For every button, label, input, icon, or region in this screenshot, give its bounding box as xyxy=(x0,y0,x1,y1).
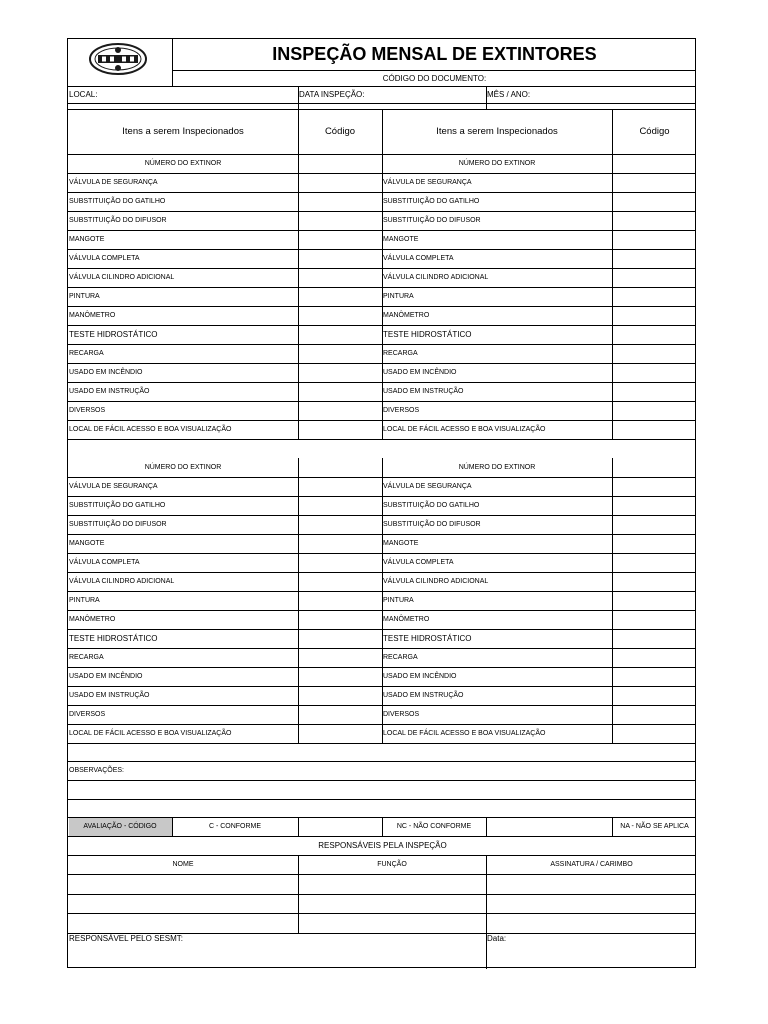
item-label-left: DIVERSOS xyxy=(69,711,106,718)
item-code-input-right[interactable] xyxy=(612,211,697,230)
local-field[interactable]: LOCAL: xyxy=(69,90,98,99)
item-code-input-left[interactable] xyxy=(298,496,382,515)
item-label-right: MANÔMETRO xyxy=(383,312,430,319)
responsible-signature-1[interactable] xyxy=(486,874,697,894)
item-code-input-left[interactable] xyxy=(298,724,382,743)
item-code-input-left[interactable] xyxy=(298,249,382,268)
document-code-label: CÓDIGO DO DOCUMENTO: xyxy=(382,73,487,83)
item-code-input-left[interactable] xyxy=(298,534,382,553)
item-label-left: VÁLVULA CILINDRO ADICIONAL xyxy=(69,578,175,585)
observations-label: OBSERVAÇÕES: xyxy=(69,767,124,774)
item-code-input-right[interactable] xyxy=(612,192,697,211)
item-label-right: USADO EM INCÊNDIO xyxy=(383,369,457,376)
item-label-right: DIVERSOS xyxy=(383,711,420,718)
item-label-left: RECARGA xyxy=(69,654,104,661)
item-code-input-right[interactable] xyxy=(612,572,697,591)
sesmt-responsible-field[interactable]: RESPONSÁVEL PELO SESMT: xyxy=(69,934,183,943)
item-label-left: MANÔMETRO xyxy=(69,616,116,623)
item-code-input-right[interactable] xyxy=(612,648,697,667)
extinguisher-number-input-left[interactable] xyxy=(298,458,382,477)
item-label-right: MANGOTE xyxy=(383,540,419,547)
extinguisher-number-input-right[interactable] xyxy=(612,458,697,477)
item-code-input-left[interactable] xyxy=(298,268,382,287)
item-label-left: USADO EM INSTRUÇÃO xyxy=(69,388,150,395)
evaluation-code-label: AVALIAÇÃO - CÓDIGO xyxy=(83,823,157,830)
item-code-input-left[interactable] xyxy=(298,705,382,724)
item-code-input-left[interactable] xyxy=(298,591,382,610)
item-label-right: SUBSTITUIÇÃO DO DIFUSOR xyxy=(383,217,481,224)
item-code-input-left[interactable] xyxy=(298,667,382,686)
item-label-left: MANGOTE xyxy=(69,236,105,243)
code-header-left: Código xyxy=(324,126,356,137)
item-label-right: USADO EM INSTRUÇÃO xyxy=(383,388,464,395)
item-label-right: SUBSTITUIÇÃO DO GATILHO xyxy=(383,502,480,509)
item-label-right: SUBSTITUIÇÃO DO GATILHO xyxy=(383,198,480,205)
extinguisher-number-label-left: NÚMERO DO EXTINOR xyxy=(144,464,222,471)
item-code-input-left[interactable] xyxy=(298,610,382,629)
item-label-right: VÁLVULA CILINDRO ADICIONAL xyxy=(383,274,489,281)
item-label-left: DIVERSOS xyxy=(69,407,106,414)
item-label-left: SUBSTITUIÇÃO DO DIFUSOR xyxy=(69,521,167,528)
item-label-left: MANGOTE xyxy=(69,540,105,547)
item-label-left: VÁLVULA DE SEGURANÇA xyxy=(69,483,158,490)
item-label-right: DIVERSOS xyxy=(383,407,420,414)
item-code-input-right[interactable] xyxy=(612,268,697,287)
item-label-right: VÁLVULA DE SEGURANÇA xyxy=(383,483,472,490)
item-code-input-left[interactable] xyxy=(298,363,382,382)
responsible-name-2[interactable] xyxy=(68,894,298,913)
item-code-input-right[interactable] xyxy=(612,230,697,249)
item-label-right: MANGOTE xyxy=(383,236,419,243)
item-code-input-left[interactable] xyxy=(298,173,382,192)
item-code-input-right[interactable] xyxy=(612,420,697,439)
observations-line-1[interactable] xyxy=(68,780,697,799)
item-code-input-right[interactable] xyxy=(612,363,697,382)
item-label-left: USADO EM INCÊNDIO xyxy=(69,673,143,680)
items-header-right: Itens a serem Inspecionados xyxy=(436,126,558,137)
item-code-input-right[interactable] xyxy=(612,705,697,724)
item-label-left: SUBSTITUIÇÃO DO GATILHO xyxy=(69,502,166,509)
month-year-field[interactable]: MÊS / ANO: xyxy=(487,90,531,99)
legend-nao-se-aplica: NA - NÃO SE APLICA xyxy=(620,823,689,830)
page-title: INSPEÇÃO MENSAL DE EXTINTORES xyxy=(272,44,597,64)
item-code-input-left[interactable] xyxy=(298,344,382,363)
inspection-form xyxy=(67,38,696,968)
item-label-left: USADO EM INSTRUÇÃO xyxy=(69,692,150,699)
item-code-input-left[interactable] xyxy=(298,515,382,534)
item-label-right: PINTURA xyxy=(383,293,414,300)
item-code-input-left[interactable] xyxy=(298,192,382,211)
item-code-input-left[interactable] xyxy=(298,382,382,401)
responsible-function-2[interactable] xyxy=(298,894,486,913)
item-label-left: VÁLVULA DE SEGURANÇA xyxy=(69,179,158,186)
responsible-name-1[interactable] xyxy=(68,874,298,894)
item-code-input-right[interactable] xyxy=(612,515,697,534)
responsible-function-3[interactable] xyxy=(298,913,486,933)
item-label-left: PINTURA xyxy=(69,293,100,300)
item-code-input-left[interactable] xyxy=(298,572,382,591)
item-label-left: SUBSTITUIÇÃO DO GATILHO xyxy=(69,198,166,205)
legend-conforme: C - CONFORME xyxy=(208,823,262,830)
item-label-left: RECARGA xyxy=(69,350,104,357)
extinguisher-number-label-right: NÚMERO DO EXTINOR xyxy=(458,464,536,471)
item-label-left: USADO EM INCÊNDIO xyxy=(69,369,143,376)
responsible-function-1[interactable] xyxy=(298,874,486,894)
item-label-right: TESTE HIDROSTÁTICO xyxy=(383,330,472,339)
item-code-input-right[interactable] xyxy=(612,306,697,325)
item-label-left: TESTE HIDROSTÁTICO xyxy=(69,330,158,339)
item-code-input-right[interactable] xyxy=(612,287,697,306)
inspection-date-field[interactable]: DATA INSPEÇÃO: xyxy=(299,90,365,99)
item-code-input-left[interactable] xyxy=(298,420,382,439)
item-label-right: VÁLVULA DE SEGURANÇA xyxy=(383,179,472,186)
item-code-input-right[interactable] xyxy=(612,325,697,344)
signature-header: ASSINATURA / CARIMBO xyxy=(550,861,633,868)
item-code-input-left[interactable] xyxy=(298,401,382,420)
item-code-input-left[interactable] xyxy=(298,629,382,648)
item-label-right: MANÔMETRO xyxy=(383,616,430,623)
item-code-input-right[interactable] xyxy=(612,496,697,515)
item-label-right: LOCAL DE FÁCIL ACESSO E BOA VISUALIZAÇÃO xyxy=(383,730,546,737)
code-header-right: Código xyxy=(639,126,670,137)
item-label-left: LOCAL DE FÁCIL ACESSO E BOA VISUALIZAÇÃO xyxy=(69,730,232,737)
item-code-input-right[interactable] xyxy=(612,401,697,420)
extinguisher-number-input-right[interactable] xyxy=(612,154,697,173)
item-label-left: LOCAL DE FÁCIL ACESSO E BOA VISUALIZAÇÃO xyxy=(69,426,232,433)
item-code-input-right[interactable] xyxy=(612,591,697,610)
extinguisher-number-label-right: NÚMERO DO EXTINOR xyxy=(458,160,536,167)
item-label-right: SUBSTITUIÇÃO DO DIFUSOR xyxy=(383,521,481,528)
function-header: FUNÇÃO xyxy=(377,861,407,868)
items-header-left: Itens a serem Inspecionados xyxy=(122,126,244,137)
item-label-left: PINTURA xyxy=(69,597,100,604)
item-code-input-left[interactable] xyxy=(298,648,382,667)
responsibles-title: RESPONSÁVEIS PELA INSPEÇÃO xyxy=(318,841,447,850)
item-code-input-right[interactable] xyxy=(612,534,697,553)
item-label-right: VÁLVULA COMPLETA xyxy=(383,255,454,262)
item-label-left: TESTE HIDROSTÁTICO xyxy=(69,634,158,643)
item-code-input-left[interactable] xyxy=(298,553,382,572)
item-code-input-right[interactable] xyxy=(612,553,697,572)
item-code-input-right[interactable] xyxy=(612,629,697,648)
item-code-input-right[interactable] xyxy=(612,667,697,686)
item-label-right: VÁLVULA COMPLETA xyxy=(383,559,454,566)
item-code-input-right[interactable] xyxy=(612,249,697,268)
item-label-left: VÁLVULA COMPLETA xyxy=(69,255,140,262)
item-label-left: SUBSTITUIÇÃO DO DIFUSOR xyxy=(69,217,167,224)
item-code-input-left[interactable] xyxy=(298,306,382,325)
item-label-right: LOCAL DE FÁCIL ACESSO E BOA VISUALIZAÇÃO xyxy=(383,426,546,433)
item-code-input-right[interactable] xyxy=(612,173,697,192)
responsible-signature-2[interactable] xyxy=(486,894,697,913)
item-code-input-left[interactable] xyxy=(298,287,382,306)
item-code-input-right[interactable] xyxy=(612,724,697,743)
item-label-right: TESTE HIDROSTÁTICO xyxy=(383,634,472,643)
item-label-right: PINTURA xyxy=(383,597,414,604)
item-code-input-left[interactable] xyxy=(298,211,382,230)
item-label-right: USADO EM INSTRUÇÃO xyxy=(383,692,464,699)
item-code-input-left[interactable] xyxy=(298,230,382,249)
item-code-input-right[interactable] xyxy=(612,477,697,496)
footer-date-field[interactable]: Data: xyxy=(487,934,507,943)
item-code-input-right[interactable] xyxy=(612,610,697,629)
responsible-signature-3[interactable] xyxy=(486,913,697,933)
item-code-input-right[interactable] xyxy=(612,344,697,363)
item-label-left: VÁLVULA COMPLETA xyxy=(69,559,140,566)
item-label-right: USADO EM INCÊNDIO xyxy=(383,673,457,680)
item-code-input-left[interactable] xyxy=(298,686,382,705)
observations-line-2[interactable] xyxy=(68,799,697,817)
item-label-left: MANÔMETRO xyxy=(69,312,116,319)
company-logo xyxy=(88,42,148,76)
name-header: NOME xyxy=(172,861,194,868)
item-code-input-left[interactable] xyxy=(298,325,382,344)
item-label-right: RECARGA xyxy=(383,654,418,661)
item-code-input-left[interactable] xyxy=(298,477,382,496)
extinguisher-number-input-left[interactable] xyxy=(298,154,382,173)
extinguisher-number-label-left: NÚMERO DO EXTINOR xyxy=(144,160,222,167)
legend-nao-conforme: NC - NÃO CONFORME xyxy=(396,823,472,830)
item-label-left: VÁLVULA CILINDRO ADICIONAL xyxy=(69,274,175,281)
item-label-right: VÁLVULA CILINDRO ADICIONAL xyxy=(383,578,489,585)
item-code-input-right[interactable] xyxy=(612,686,697,705)
responsible-name-3[interactable] xyxy=(68,913,298,933)
item-code-input-right[interactable] xyxy=(612,382,697,401)
item-label-right: RECARGA xyxy=(383,350,418,357)
